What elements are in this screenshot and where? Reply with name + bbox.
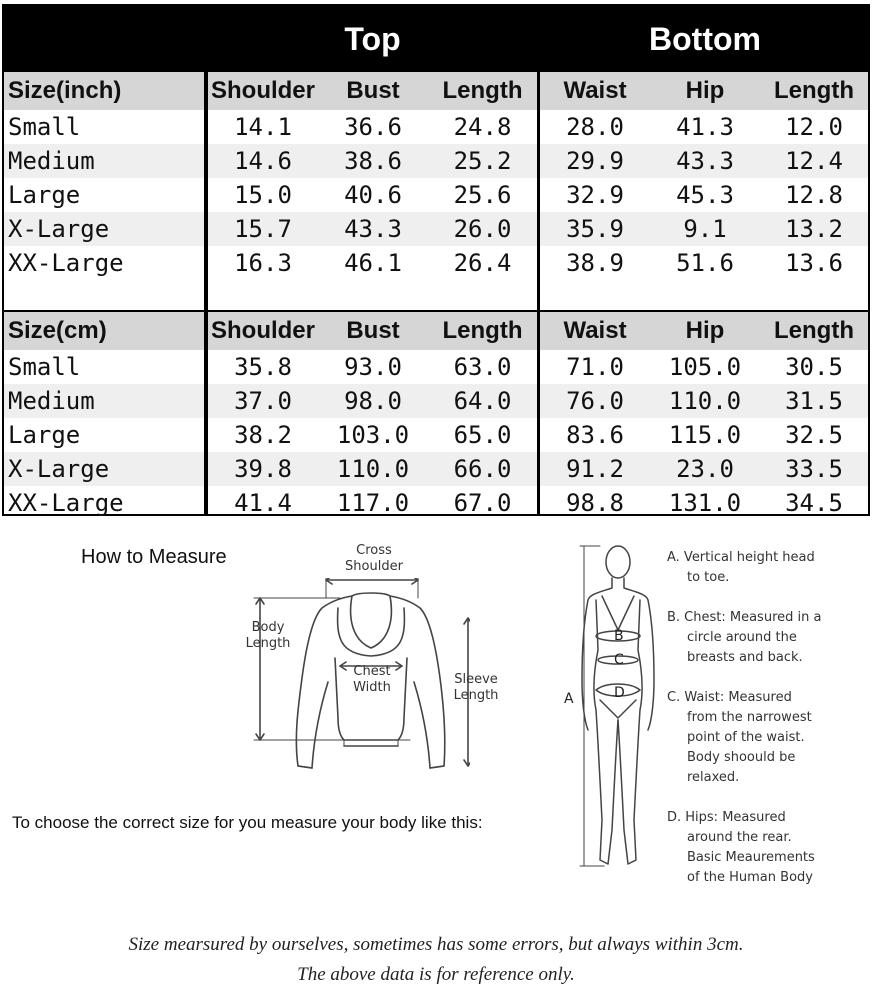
size-table	[2, 4, 870, 516]
column-header: Length	[774, 77, 854, 104]
table-cell: 91.2	[566, 455, 624, 483]
header-bottom: Bottom	[540, 6, 870, 72]
table-row	[4, 350, 868, 384]
table-cell: 40.6	[344, 181, 402, 209]
column-header: Waist	[563, 317, 627, 344]
table-cell: 131.0	[668, 489, 742, 517]
table-cell: 93.0	[344, 353, 402, 381]
table-row	[4, 486, 868, 520]
column-header: Waist	[563, 77, 627, 104]
footer-note-2: The above data is for reference only.	[297, 964, 575, 985]
how-to-measure-title: How to Measure	[81, 546, 227, 568]
table-row	[4, 212, 868, 246]
size-name: X-Large	[8, 215, 110, 243]
size-name: Large	[8, 421, 81, 449]
table-row	[4, 418, 868, 452]
size-unit-label: Size(inch)	[8, 77, 122, 104]
legend-heading: D. Hips: Measured	[667, 810, 786, 825]
column-divider	[537, 6, 540, 514]
table-cell: 43.3	[676, 147, 734, 175]
table-cell: 63.0	[453, 353, 512, 381]
legend-line: from the narrowest	[687, 710, 812, 725]
column-header: Bust	[346, 77, 400, 104]
column-header: Bust	[346, 317, 400, 344]
legend-line: around the rear.	[687, 830, 792, 845]
table-cell: 103.0	[336, 421, 410, 449]
table-cell: 31.5	[785, 387, 843, 415]
legend-item	[667, 548, 815, 588]
measure-instruction: To choose the correct size for you measure your body like this:	[12, 813, 483, 832]
column-header: Length	[442, 317, 523, 344]
legend-item	[667, 608, 821, 668]
column-divider	[204, 6, 208, 514]
column-header: Length	[774, 317, 854, 344]
table-cell: 38.6	[344, 147, 402, 175]
table-cell: 71.0	[566, 353, 624, 381]
legend-line: relaxed.	[687, 770, 740, 785]
legend-line: Basic Meaurements	[687, 850, 815, 865]
legend-line: to toe.	[687, 570, 730, 585]
size-unit-label: Size(cm)	[8, 317, 107, 344]
table-cell: 23.0	[676, 455, 734, 483]
point-c: C	[614, 652, 624, 668]
table-cell: 26.0	[453, 215, 512, 243]
table-cell: 67.0	[453, 489, 512, 517]
legend-line: of the Human Body	[687, 870, 813, 885]
table-cell: 115.0	[668, 421, 742, 449]
legend-item	[667, 688, 812, 788]
legend-line: circle around the	[687, 630, 797, 645]
table-cell: 26.4	[453, 249, 512, 277]
table-cell: 29.9	[566, 147, 624, 175]
table-cell: 65.0	[453, 421, 512, 449]
size-name: Medium	[8, 147, 95, 175]
table-row	[4, 452, 868, 486]
table-cell: 98.0	[344, 387, 402, 415]
table-row	[4, 110, 868, 144]
column-header: Hip	[685, 317, 725, 344]
table-cell: 83.6	[566, 421, 624, 449]
header-top: Top	[208, 6, 537, 72]
legend-item	[667, 808, 815, 888]
table-cell: 41.3	[676, 113, 734, 141]
table-cell: 14.6	[234, 147, 292, 175]
table-cell: 43.3	[344, 215, 402, 243]
table-row	[4, 384, 868, 418]
footer-note-1: Size mearsured by ourselves, sometimes has some errors, but always within 3cm.	[128, 934, 744, 955]
table-cell: 36.6	[344, 113, 402, 141]
body-length-label: Body Length	[245, 620, 291, 651]
table-cell: 35.9	[566, 215, 624, 243]
legend-line: breasts and back.	[687, 650, 803, 665]
table-cell: 25.2	[453, 147, 512, 175]
size-name: XX-Large	[8, 249, 124, 277]
column-header: Shoulder	[210, 317, 315, 344]
table-cell: 64.0	[453, 387, 512, 415]
table-cell: 98.8	[566, 489, 624, 517]
size-name: Small	[8, 113, 81, 141]
table-row	[4, 144, 868, 178]
table-cell: 51.6	[676, 249, 734, 277]
table-cell: 110.0	[668, 387, 742, 415]
table-cell: 15.0	[234, 181, 292, 209]
legend-heading: B. Chest: Measured in a	[667, 610, 822, 625]
table-cell: 38.2	[234, 421, 292, 449]
table-cell: 105.0	[668, 353, 742, 381]
table-cell: 38.9	[566, 249, 624, 277]
legend-line: point of the waist.	[687, 730, 805, 745]
section-divider	[4, 310, 868, 312]
table-cell: 9.1	[683, 215, 727, 243]
header-blank	[4, 6, 204, 72]
table-cell: 35.8	[234, 353, 292, 381]
table-cell: 12.4	[785, 147, 843, 175]
table-cell: 117.0	[336, 489, 410, 517]
size-name: XX-Large	[8, 489, 124, 517]
point-d: D	[614, 685, 625, 701]
table-cell: 12.8	[785, 181, 843, 209]
table-row	[4, 246, 868, 280]
table-cell: 34.5	[785, 489, 843, 517]
legend-line: Body shoould be	[687, 750, 796, 765]
table-cell: 46.1	[344, 249, 402, 277]
table-cell: 24.8	[453, 113, 512, 141]
table-row	[4, 178, 868, 212]
size-name: Small	[8, 353, 81, 381]
table-cell: 13.2	[785, 215, 843, 243]
legend-heading: A. Vertical height head	[667, 550, 815, 565]
table-cell: 110.0	[336, 455, 410, 483]
table-cell: 66.0	[453, 455, 512, 483]
table-cell: 32.9	[566, 181, 624, 209]
table-cell: 32.5	[785, 421, 843, 449]
column-header: Length	[442, 77, 523, 104]
column-header: Shoulder	[210, 77, 315, 104]
sleeve-length-label: Sleeve Length	[453, 672, 499, 703]
cross-shoulder-label: Cross Shoulder	[345, 543, 403, 574]
table-cell: 14.1	[234, 113, 292, 141]
table-cell: 13.6	[785, 249, 843, 277]
body-diagram	[560, 540, 670, 875]
table-cell: 37.0	[234, 387, 292, 415]
table-cell: 16.3	[234, 249, 292, 277]
table-cell: 30.5	[785, 353, 843, 381]
table-cell: 25.6	[453, 181, 512, 209]
header-row-cm	[4, 312, 868, 350]
size-name: X-Large	[8, 455, 110, 483]
table-cell: 15.7	[234, 215, 292, 243]
point-b: B	[614, 628, 624, 644]
chest-width-label: Chest Width	[353, 664, 391, 695]
size-name: Medium	[8, 387, 95, 415]
size-name: Large	[8, 181, 81, 209]
table-cell: 76.0	[566, 387, 624, 415]
table-cell: 33.5	[785, 455, 843, 483]
table-cell: 41.4	[234, 489, 292, 517]
table-cell: 45.3	[676, 181, 734, 209]
header-row-inch	[4, 72, 868, 110]
table-cell: 28.0	[566, 113, 624, 141]
point-a: A	[564, 691, 574, 707]
table-cell: 39.8	[234, 455, 292, 483]
table-cell: 12.0	[785, 113, 843, 141]
legend-heading: C. Waist: Measured	[667, 690, 792, 705]
column-header: Hip	[685, 77, 725, 104]
